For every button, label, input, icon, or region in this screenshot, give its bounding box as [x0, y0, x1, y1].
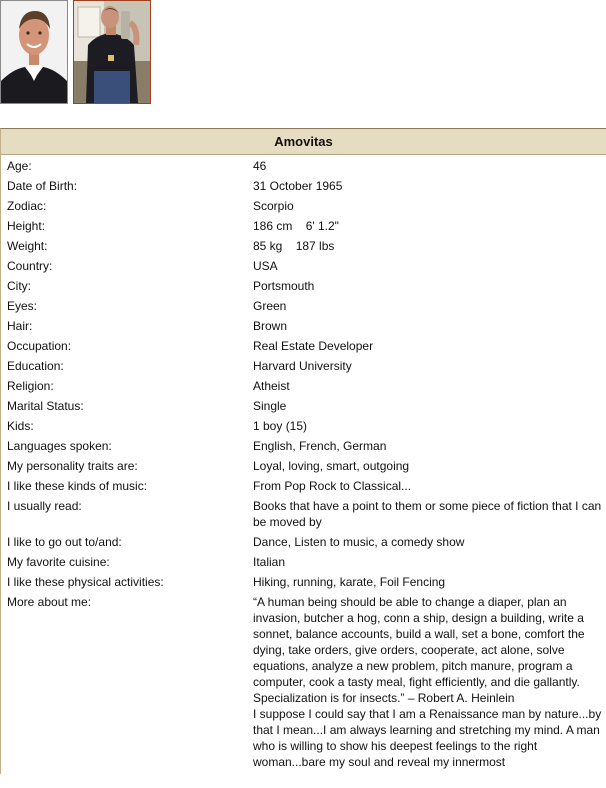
- detail-value: Green: [253, 299, 287, 313]
- detail-row-eyes: [1, 298, 606, 318]
- detail-row-education: [1, 358, 606, 378]
- detail-label: Languages spoken:: [7, 439, 112, 453]
- detail-value: Books that have a point to them or some piece of fiction that I can be moved by: [253, 499, 602, 529]
- detail-row-dob: [1, 178, 606, 198]
- detail-value: 46: [253, 159, 267, 173]
- detail-value: Real Estate Developer: [253, 339, 374, 353]
- detail-label: I like these physical activities:: [7, 575, 164, 589]
- detail-row-country: [1, 258, 606, 278]
- detail-value: From Pop Rock to Classical...: [253, 479, 412, 493]
- detail-value: Dance, Listen to music, a comedy show: [253, 535, 465, 549]
- detail-label: Kids:: [7, 419, 34, 433]
- about-paragraph: I suppose I could say that I am a Renaissance man by nature...by that I mean...I am always learning and stretching my mind. A man who is willing to show his deepest feelings to the right woman...bare my soul and reveal my innermost: [253, 707, 602, 769]
- detail-row-city: [1, 278, 606, 298]
- detail-row-going-out: [1, 534, 606, 554]
- detail-value: Harvard University: [253, 359, 352, 373]
- detail-value: 85 kg 187 lbs: [253, 239, 335, 253]
- detail-label: Country:: [7, 259, 53, 273]
- detail-row-activities: [1, 574, 606, 594]
- detail-label: Age:: [7, 159, 32, 173]
- detail-value: Single: [253, 399, 287, 413]
- detail-label: My favorite cuisine:: [7, 555, 110, 569]
- detail-row-kids: [1, 418, 606, 438]
- detail-row-occupation: [1, 338, 606, 358]
- detail-value: Brown: [253, 319, 288, 333]
- detail-row-age: [1, 158, 606, 178]
- photo-mirror-selfie[interactable]: [73, 0, 151, 104]
- detail-label: Zodiac:: [7, 199, 47, 213]
- detail-label: Education:: [7, 359, 64, 373]
- detail-value: 1 boy (15): [253, 419, 308, 433]
- detail-label: Date of Birth:: [7, 179, 78, 193]
- detail-row-weight: [1, 238, 606, 258]
- detail-label: Eyes:: [7, 299, 38, 313]
- detail-row-reading: [1, 498, 606, 534]
- detail-value: 31 October 1965: [253, 179, 343, 193]
- detail-value: Portsmouth: [253, 279, 315, 293]
- detail-label: My personality traits are:: [7, 459, 138, 473]
- about-text: [253, 594, 603, 770]
- detail-row-music: [1, 478, 606, 498]
- detail-label: I like these kinds of music:: [7, 479, 148, 493]
- detail-row-hair: [1, 318, 606, 338]
- detail-label: Weight:: [7, 239, 48, 253]
- detail-label: Religion:: [7, 379, 54, 393]
- detail-row-languages: [1, 438, 606, 458]
- detail-row-cuisine: [1, 554, 606, 574]
- detail-row-zodiac: [1, 198, 606, 218]
- photo-headshot[interactable]: [0, 0, 68, 104]
- about-quote: “A human being should be able to change a diaper, plan an invasion, butcher a hog, conn a ship, design a building, write a sonnet, balance accounts, build a wall, set a bone, comfort the dying, take orders, give orders, cooperate, act alone, solve equations, analyze a new problem, pitch manure, program a computer, cook a tasty meal, fight efficiently, and die gallantly. Specialization is for insects.” – Robert A. Heinlein: [253, 595, 585, 705]
- detail-label: I usually read:: [7, 499, 82, 513]
- profile-details: [1, 155, 606, 774]
- detail-value: Hiking, running, karate, Foil Fencing: [253, 575, 446, 589]
- detail-row-about: [1, 594, 606, 774]
- detail-label: City:: [7, 279, 31, 293]
- profile-name-header: Amovitas: [1, 129, 606, 155]
- detail-value: Loyal, loving, smart, outgoing: [253, 459, 410, 473]
- detail-value: 186 cm 6' 1.2": [253, 219, 339, 233]
- detail-value: English, French, German: [253, 439, 387, 453]
- detail-row-religion: [1, 378, 606, 398]
- detail-row-marital-status: [1, 398, 606, 418]
- detail-label: Marital Status:: [7, 399, 84, 413]
- detail-label: Occupation:: [7, 339, 72, 353]
- detail-value: Italian: [253, 555, 286, 569]
- detail-value: Scorpio: [253, 199, 294, 213]
- detail-label: I like to go out to/and:: [7, 535, 122, 549]
- profile-card: [0, 128, 606, 774]
- detail-label: Height:: [7, 219, 46, 233]
- detail-row-height: [1, 218, 606, 238]
- detail-value: USA: [253, 259, 278, 273]
- detail-row-personality: [1, 458, 606, 478]
- detail-value: Atheist: [253, 379, 290, 393]
- detail-label: More about me:: [7, 595, 92, 609]
- detail-label: Hair:: [7, 319, 33, 333]
